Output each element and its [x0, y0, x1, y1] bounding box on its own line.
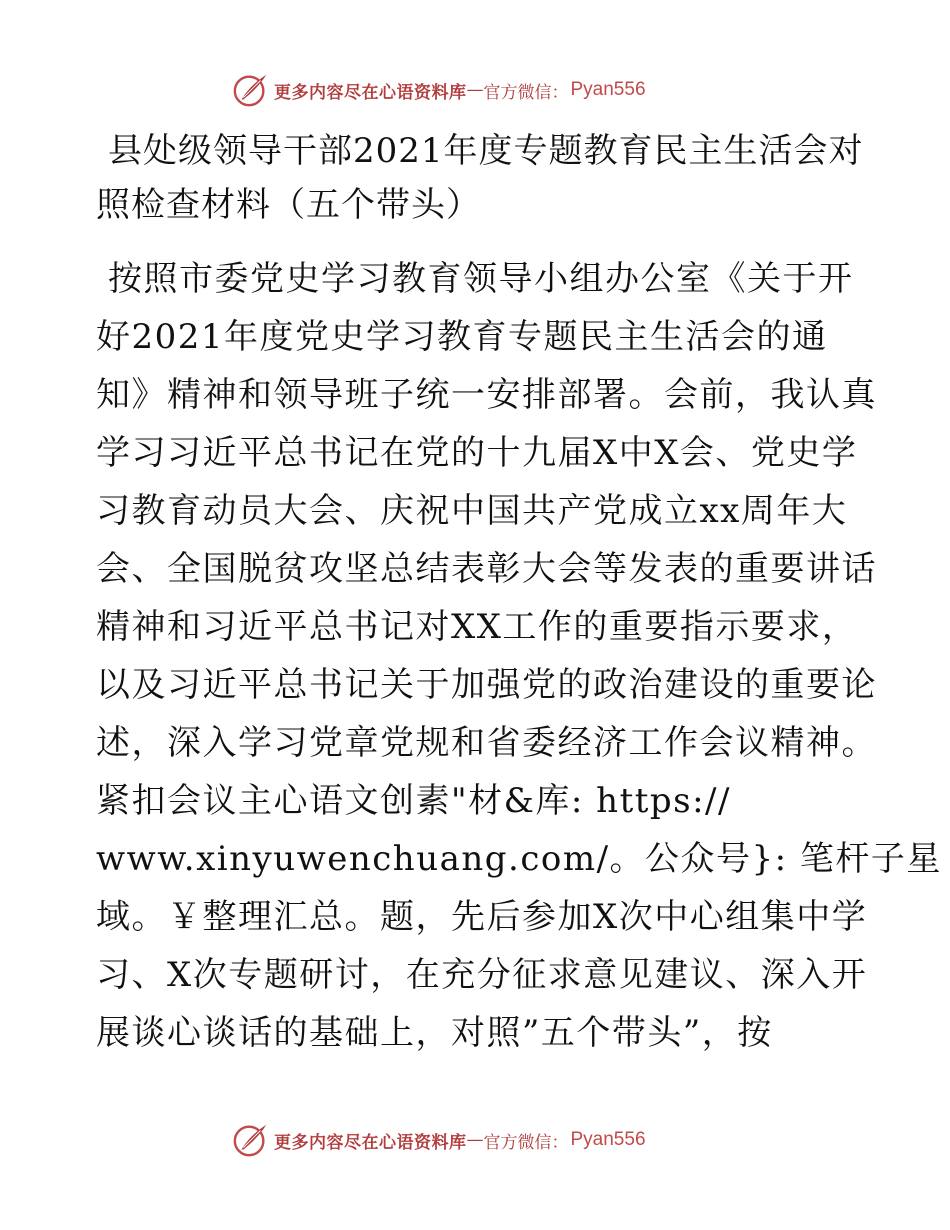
body-line: 知》精神和领导班子统一安排部署。会前，我认真: [96, 375, 877, 415]
banner-wechat-id: Pyan556: [570, 1129, 646, 1150]
body-line: 紧扣会议主心语文创素"材&库: https://: [96, 781, 731, 821]
footer-banner: [232, 1120, 646, 1160]
banner-separator: —: [466, 1130, 484, 1150]
banner-wechat-label: 官方微信：: [483, 1132, 569, 1153]
body-line: 展谈心谈话的基础上，对照”五个带头”，按: [96, 1013, 773, 1053]
body-line: 述，深入学习党章党规和省委经济工作会议精神。: [96, 723, 877, 763]
body-line: 精神和习近平总书记对XX工作的重要指示要求，: [96, 607, 858, 647]
banner-wechat-id: Pyan556: [570, 79, 646, 100]
banner-separator: —: [466, 80, 484, 100]
title-line-1: 县处级领导干部2021年度专题教育民主生活会对: [108, 131, 864, 171]
feather-pen-logo-icon: [232, 1121, 270, 1159]
body-line: 习教育动员大会、庆祝中国共产党成立xx周年大: [96, 491, 848, 531]
title-line-2: 照检查材料（五个带头）: [96, 185, 481, 225]
body-line: 以及习近平总书记关于加强党的政治建设的重要论: [96, 665, 877, 705]
body-line: 好2021年度党史学习教育专题民主生活会的通: [96, 317, 828, 357]
body-line: 会、全国脱贫攻坚总结表彰大会等发表的重要讲话: [96, 549, 877, 589]
body-line: 按照市委党史学习教育领导小组办公室《关于开: [108, 259, 854, 299]
banner-wechat-label: 官方微信：: [483, 82, 569, 103]
body-line: 学习习近平总书记在党的十九届X中X会、党史学: [96, 433, 858, 473]
body-line: 习、X次专题研讨，在充分征求意见建议、深入开: [96, 955, 868, 995]
body-line: 域。￥整理汇总。题，先后参加X次中心组集中学: [96, 897, 868, 937]
body-line: www.xinyuwenchuang.com/。公众号}: 笔杆子星: [96, 839, 942, 879]
document-title: [96, 124, 868, 232]
feather-pen-logo-icon: [232, 71, 270, 109]
header-banner: [232, 70, 646, 110]
banner-site-text: 更多内容尽在心语资料库: [274, 1132, 467, 1153]
document-body: [96, 250, 942, 1062]
banner-site-text: 更多内容尽在心语资料库: [274, 82, 467, 103]
